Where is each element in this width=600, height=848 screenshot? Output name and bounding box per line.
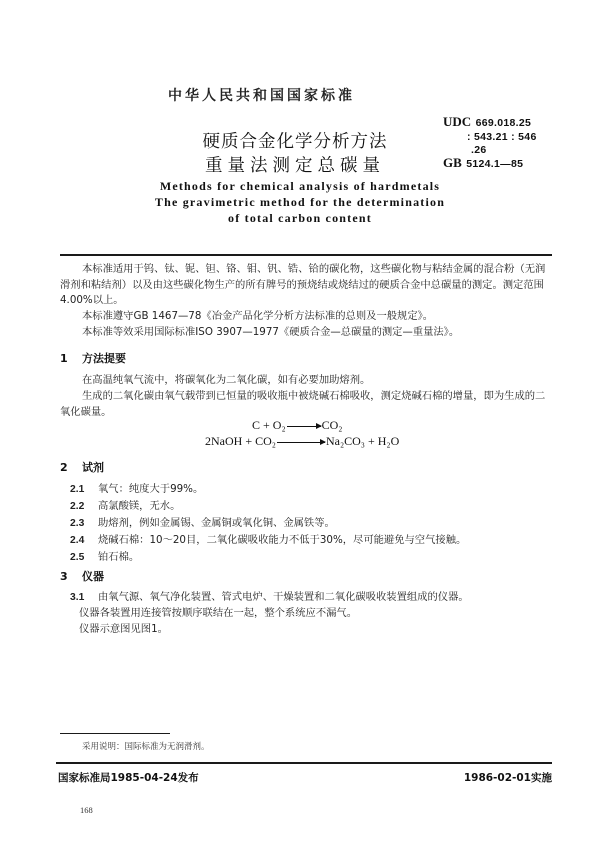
section-title: 方法提要 — [82, 352, 126, 365]
item-number: 3.1 — [70, 592, 85, 603]
classification-block — [443, 116, 537, 170]
issue-date: 国家标准局1985-04-24发布 — [58, 772, 199, 784]
item-text: 助熔剂，例如金属锡、金属铜或氧化铜、金属铁等。 — [98, 517, 335, 529]
item-text: 铂石棉。 — [98, 551, 140, 563]
section-title: 试剂 — [82, 461, 104, 474]
equation-1 — [252, 418, 342, 433]
gb-label: GB — [443, 154, 462, 170]
udc-label: UDC — [443, 114, 472, 129]
gb-number: 5124.1—85 — [466, 157, 524, 170]
section-number: 1 — [60, 352, 68, 365]
reagent-item — [70, 531, 466, 546]
effective-date: 1986-02-01实施 — [463, 772, 552, 784]
title-cn-line2: 重量法测定总碳量 — [205, 156, 385, 176]
item-number: 2.1 — [70, 484, 85, 495]
udc-code-2: : 543.21 : 546 — [467, 130, 537, 143]
footer-divider — [56, 762, 552, 764]
equation-2-lhs: 2NaOH + CO₂ — [205, 434, 276, 448]
item-text: 高氯酸镁，无水。 — [98, 500, 181, 512]
section-1-para-2: 生成的二氧化碳由氧气载带到已恒量的吸收瓶中被烧碱石棉吸收，测定烧碱石棉的增量，即为生成的二氧化碳量。 — [60, 390, 546, 418]
item-text: 氧气：纯度大于99%。 — [98, 483, 204, 495]
intro-scope-paragraph: 本标准适用于钨、钛、铌、钽、铬、钼、钒、锆、铪的碳化物，这些碳化物与粘结金属的混合粉（无润滑剂和粘结剂）以及由这些碳化物生产的所有牌号的预烧结或烧结过的硬质合金中总碳量的测定。测定范围4.00%以上。 — [60, 263, 546, 306]
udc-code-1: 669.018.25 — [475, 117, 532, 129]
footnote: 采用说明：国际标准为无润滑剂。 — [82, 742, 210, 752]
reagent-item — [70, 514, 335, 529]
equation-1-lhs: C + O₂ — [252, 418, 286, 432]
udc-code-3: .26 — [471, 144, 487, 156]
reagent-item — [70, 480, 203, 495]
title-en-line3: of total carbon content — [228, 211, 372, 225]
section-number: 2 — [60, 461, 68, 474]
section-2-heading — [60, 459, 104, 475]
page-number: 168 — [80, 805, 93, 815]
reaction-arrow-icon — [287, 426, 321, 427]
section-3-para-2: 仪器示意图见图1。 — [79, 623, 168, 635]
section-3-heading — [60, 568, 104, 584]
title-cn-line1: 硬质合金化学分析方法 — [202, 132, 388, 152]
reagent-item — [70, 497, 180, 512]
section-title: 仪器 — [82, 570, 104, 583]
item-number: 2.3 — [70, 518, 85, 529]
item-text: 由氧气源、氧气净化装置、管式电炉、干燥装置和二氧化碳吸收装置组成的仪器。 — [98, 591, 469, 603]
section-3-para-1: 仪器各装置用连接管按顺序联结在一起，整个系统应不漏气。 — [79, 607, 358, 619]
item-number: 2.5 — [70, 552, 85, 563]
national-standard-header: 中华人民共和国国家标准 — [168, 88, 355, 104]
title-english — [100, 178, 500, 226]
reaction-arrow-icon — [277, 442, 325, 443]
title-en-line1: Methods for chemical analysis of hardmetals — [159, 179, 441, 193]
item-number: 2.2 — [70, 501, 85, 512]
title-en-line2: The gravimetric method for the determination — [154, 195, 446, 209]
apparatus-item — [70, 588, 469, 603]
intro-compliance-paragraph: 本标准遵守GB 1467—78《冶金产品化学分析方法标准的总则及一般规定》。 — [82, 310, 434, 322]
intro-equivalence-paragraph: 本标准等效采用国际标准ISO 3907—1977《硬质合金—总碳量的测定—重量法》。 — [82, 326, 460, 338]
item-text: 烧碱石棉：10～20目，二氧化碳吸收能力不低于30%，尽可能避免与空气接触。 — [98, 534, 467, 546]
item-number: 2.4 — [70, 535, 85, 546]
section-1-heading — [60, 350, 126, 366]
section-number: 3 — [60, 570, 68, 583]
footnote-divider — [60, 733, 170, 734]
header-divider — [60, 254, 552, 256]
reagent-item — [70, 548, 139, 563]
equation-1-rhs: CO₂ — [321, 418, 343, 432]
equation-2 — [205, 434, 399, 449]
section-1-para-1: 在高温纯氧气流中，将碳氧化为二氧化碳，如有必要加助熔剂。 — [82, 374, 371, 386]
equation-2-rhs: Na₂CO₃ + H₂O — [325, 434, 400, 448]
